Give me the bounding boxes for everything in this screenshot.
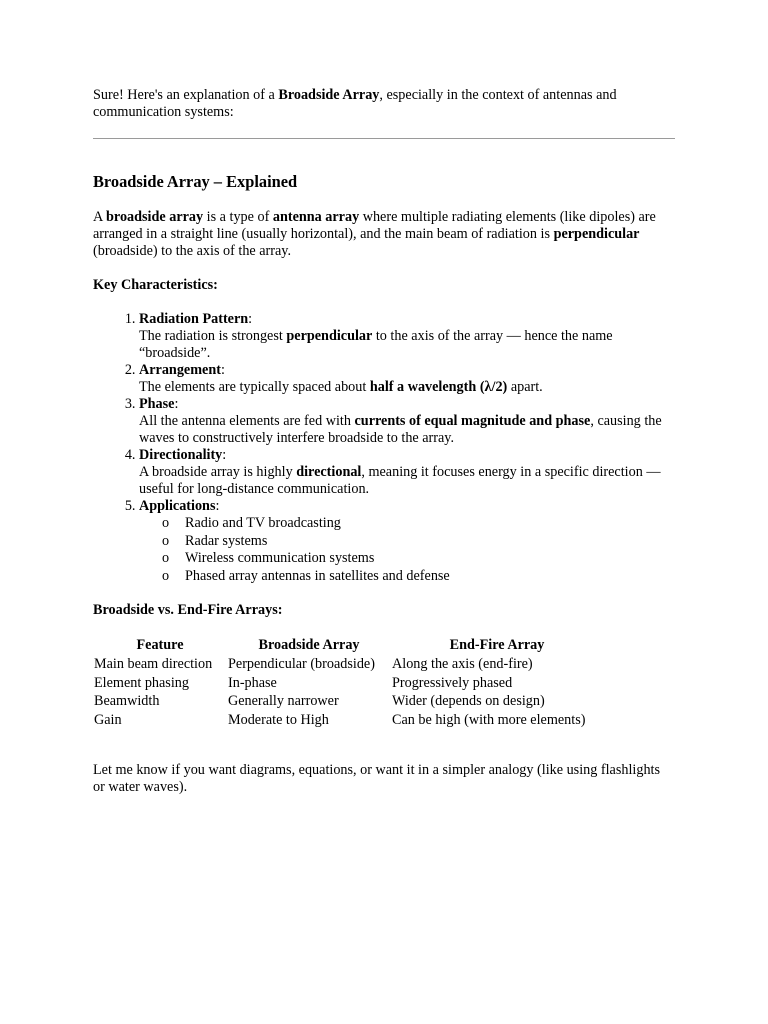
closing-paragraph: Let me know if you want diagrams, equations, or want it in a simpler analogy (like using flashlights or water waves). (93, 762, 660, 796)
definition-text: is a type of (203, 209, 273, 225)
definition-bold: broadside array (106, 209, 204, 225)
table-cell: Generally narrower (228, 693, 339, 710)
comparison-table (93, 636, 603, 729)
application-item (162, 533, 675, 551)
document-content (93, 87, 675, 796)
definition-bold: perpendicular (553, 226, 640, 242)
definition-bold: antenna array (272, 209, 360, 225)
intro-bold-term: Broadside Array (278, 87, 380, 103)
definition-paragraph (93, 209, 675, 260)
key-characteristics-heading (93, 277, 675, 294)
comparison-heading-text: Broadside vs. End-Fire Arrays: (93, 602, 283, 619)
item-text: apart. (507, 379, 543, 395)
table-cell: Perpendicular (broadside) (228, 655, 375, 672)
application-item (162, 568, 675, 586)
key-heading-text: Key Characteristics: (93, 277, 218, 293)
list-item (139, 396, 675, 447)
table-cell: Beamwidth (94, 693, 160, 710)
item-bold: half a wavelength (λ/2) (369, 379, 508, 395)
application-text: Radar systems (185, 532, 268, 549)
comparison-heading (93, 602, 675, 619)
item-text: to the axis of the array — hence the name “broadside”. (139, 328, 613, 361)
intro-paragraph (93, 87, 675, 121)
application-text: Phased array antennas in satellites and defense (185, 567, 450, 584)
table-cell: Element phasing (94, 674, 189, 691)
table-cell: Moderate to High (228, 711, 329, 728)
item-text: The radiation is strongest (139, 328, 287, 344)
table-cell: Progressively phased (392, 674, 513, 691)
table-row (93, 674, 603, 693)
table-cell: Main beam direction (94, 655, 213, 672)
definition-text: A (93, 209, 107, 225)
table-cell: Wider (depends on design) (392, 693, 545, 710)
item-label: Directionality (139, 447, 223, 463)
intro-text-start: Sure! Here's an explanation of a (93, 87, 279, 103)
item-bold: directional (296, 464, 362, 480)
definition-text: where multiple radiating elements (like dipoles) are arranged in a straight line (usually horizontal), and the main beam of radiation is (93, 209, 656, 242)
table-row (93, 692, 603, 711)
item-text: A broadside array is highly (139, 464, 297, 480)
list-item (139, 362, 675, 396)
bullet-marker: o (162, 515, 170, 531)
definition-text: (broadside) to the axis of the array. (93, 243, 292, 259)
item-label: Applications (139, 498, 216, 514)
table-cell: Along the axis (end-fire) (392, 655, 533, 672)
application-item (162, 515, 675, 533)
list-item (139, 498, 675, 585)
table-cell: Can be high (with more elements) (392, 711, 586, 728)
item-colon: : (248, 311, 253, 327)
table-cell: In-phase (228, 674, 277, 691)
application-item (162, 550, 675, 568)
bullet-marker: o (162, 532, 170, 549)
table-row (93, 655, 603, 674)
table-header-cell: Broadside Array (258, 637, 360, 654)
application-text: Wireless communication systems (185, 550, 375, 567)
intro-text-end: , especially in the context of antennas and communication systems: (93, 87, 617, 120)
title-text: Broadside Array – Explained (93, 172, 298, 191)
bullet-marker: o (162, 567, 170, 584)
applications-list (139, 515, 675, 585)
item-text: , causing the waves to constructively interfere broadside to the array. (139, 413, 662, 446)
list-item (139, 311, 675, 362)
item-label: Arrangement (139, 362, 221, 378)
item-bold: perpendicular (286, 328, 373, 344)
application-text: Radio and TV broadcasting (185, 515, 341, 531)
item-text: , meaning it focuses energy in a specific direction — useful for long-distance communication. (139, 464, 661, 497)
table-header-cell: Feature (136, 637, 184, 654)
item-colon: : (220, 362, 225, 378)
section-title (93, 172, 675, 192)
table-cell: Gain (94, 711, 122, 728)
item-colon: : (222, 447, 227, 463)
list-item (139, 447, 675, 498)
table-header-row (93, 636, 603, 655)
item-colon: : (174, 396, 179, 412)
table-header-cell: End-Fire Array (449, 637, 545, 654)
bullet-marker: o (162, 550, 170, 567)
item-bold: currents of equal magnitude and phase (354, 413, 591, 429)
characteristics-list (93, 311, 675, 585)
item-text: The elements are typically spaced about (139, 379, 370, 395)
item-label: Radiation Pattern (139, 311, 249, 327)
table-row (93, 711, 603, 730)
horizontal-rule (93, 138, 675, 139)
item-text: All the antenna elements are fed with (139, 413, 355, 429)
item-label: Phase (139, 396, 175, 412)
item-colon: : (215, 498, 220, 514)
